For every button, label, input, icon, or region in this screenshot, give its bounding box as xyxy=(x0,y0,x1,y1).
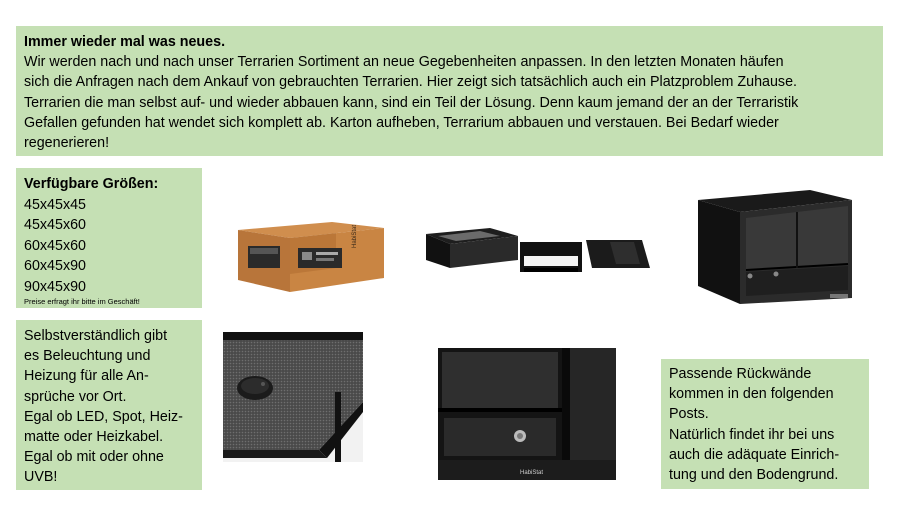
size-item: 45x45x45 xyxy=(24,196,87,213)
intro-line: Terrarien die man selbst auf- und wieder abbauen kann, sind ein Teil der Lösung. Denn kaum jemand der an der Terraristik xyxy=(24,94,799,111)
terrarium-brand-text: HabiStat xyxy=(520,470,544,476)
lighting-line: es Beleuchtung und xyxy=(24,348,151,365)
lighting-line: Selbstverständlich gibt xyxy=(24,328,168,344)
box-brand-text: HabiStat xyxy=(352,224,358,248)
sizes-heading: Verfügbare Größen: xyxy=(24,176,159,192)
walls-line: kommen in den folgenden xyxy=(669,386,834,403)
lighting-line: UVB! xyxy=(24,469,58,486)
walls-line: Posts. xyxy=(669,406,709,423)
size-item: 60x45x90 xyxy=(24,258,87,274)
walls-line: tung und den Bodengrund. xyxy=(669,467,839,484)
intro-line: sich die Anfragen nach dem Ankauf von gebrauchten Terrarien. Hier zeigt sich tatsächlich auch ein Platzproblem Zuhause. xyxy=(24,74,798,91)
walls-line: auch die adäquate Einrich- xyxy=(669,446,840,463)
intro-line: regenerieren! xyxy=(24,135,110,152)
lid-closeup-photo xyxy=(223,332,363,462)
terrarium-closeup-photo xyxy=(438,348,616,484)
intro-line: Wir werden nach und nach unser Terrarien Sortiment an neue Gegebenheiten anpassen. In den letzten Monaten häufen xyxy=(24,54,784,71)
size-item: 60x45x60 xyxy=(24,237,87,254)
intro-line: Gefallen gefunden hat wendet sich komplett ab. Karton aufheben, Terrarium abbauen und verstauen. Bei Bedarf wieder xyxy=(24,114,779,131)
walls-line: Natürlich findet ihr bei uns xyxy=(669,426,835,443)
size-item: 90x45x90 xyxy=(24,278,87,295)
lighting-line: sprüche vor Ort. xyxy=(24,388,127,405)
lighting-textbox xyxy=(16,320,202,490)
lighting-line: Egal ob LED, Spot, Heiz- xyxy=(24,408,183,425)
intro-heading: Immer wieder mal was neues. xyxy=(24,34,226,50)
price-note: Preise erfragt ihr bitte im Geschäft! xyxy=(24,297,140,306)
lighting-line: Egal ob mit oder ohne xyxy=(24,449,164,466)
size-item: 45x45x60 xyxy=(24,217,87,233)
lighting-line: matte oder Heizkabel. xyxy=(24,429,164,446)
sizes-textbox xyxy=(16,168,202,308)
cardboard-box-photo xyxy=(232,218,392,298)
backwalls-textbox xyxy=(661,359,869,489)
disassembled-parts-photo xyxy=(420,218,652,278)
terrarium-photo xyxy=(690,186,860,314)
intro-textbox xyxy=(16,26,883,156)
walls-line: Passende Rückwände xyxy=(669,366,812,382)
lighting-line: Heizung für alle An- xyxy=(24,368,149,385)
